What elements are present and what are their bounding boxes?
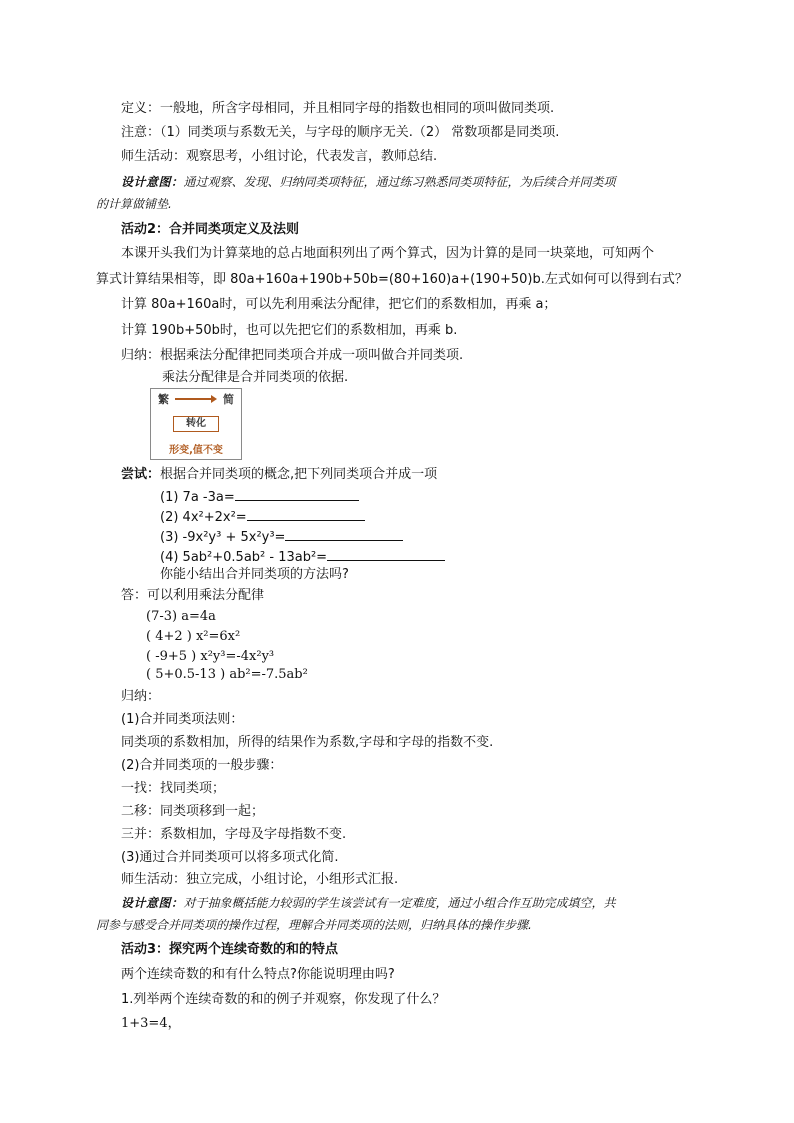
design-intent-2 xyxy=(121,894,616,913)
blank-line xyxy=(235,488,359,501)
step-3: 三并：系数相加，字母及字母指数不变. xyxy=(121,827,347,842)
blank-line xyxy=(285,528,403,541)
answer-1: (7-3) a=4a xyxy=(146,609,216,624)
summary-heading: 归纳： xyxy=(121,689,161,704)
paragraph-intro-cont: 算式计算结果相等，即 80a+160a+190b+50b=(80+160)a+(190+50)b.左式如何可以得到右式？ xyxy=(96,272,688,287)
step-1: 一找：找同类项； xyxy=(121,781,226,796)
exercise-4: (4) 5ab²+0.5ab² - 13ab²= xyxy=(160,548,445,567)
definition-text: 定义：一般地，所含字母相同，并且相同字母的指数也相同的项叫做同类项. xyxy=(121,101,555,116)
question-text: 你能小结出合并同类项的方法吗? xyxy=(160,567,349,582)
note-text: 注意：（1）同类项与系数无关，与字母的顺序无关.（2） 常数项都是同类项. xyxy=(121,125,560,140)
paragraph-intro: 本课开头我们为计算菜地的总占地面积列出了两个算式，因为计算的是同一块菜地，可知两个 xyxy=(121,246,655,261)
basis-text: 乘法分配律是合并同类项的依据. xyxy=(162,370,349,385)
try-line xyxy=(121,466,437,484)
exercise-2: (2) 4x²+2x²= xyxy=(160,508,365,527)
question-2: 1.列举两个连续奇数的和的例子并观察，你发现了什么？ xyxy=(121,992,446,1007)
exercise-1: (1) 7a -3a= xyxy=(160,488,359,507)
answer-2: ( 4+2 ) x²=6x² xyxy=(146,629,241,644)
activity-2-heading: 活动2：合并同类项定义及法则 xyxy=(121,222,300,237)
teacher-student-activity-2: 师生活动：独立完成，小组讨论，小组形式汇报. xyxy=(121,872,399,887)
summary-text: 归纳：根据乘法分配律把同类项合并成一项叫做合并同类项. xyxy=(121,348,464,363)
teacher-student-activity: 师生活动：观察思考，小组讨论，代表发言，教师总结. xyxy=(121,149,438,164)
try-label: 尝试： xyxy=(121,467,161,482)
design-intent-2-cont: 同参与感受合并同类项的操作过程，理解合并同类项的法则，归纳具体的操作步骤. xyxy=(96,918,532,932)
activity-3-heading: 活动3：探究两个连续奇数的和的特点 xyxy=(121,942,339,957)
design-text: 对于抽象概括能力较弱的学生该尝试有一定难度，通过小组合作互助完成填空，共 xyxy=(183,896,616,910)
transform-box: 转化 xyxy=(173,416,219,432)
question-1: 两个连续奇数的和有什么特点?你能说明理由吗? xyxy=(121,967,395,982)
blank-line xyxy=(327,548,445,561)
calc-a-text: 计算 80a+160a时，可以先利用乘法分配律，把它们的系数相加，再乘 a； xyxy=(121,297,557,312)
simple-label: 简 xyxy=(223,393,234,406)
design-text: 通过观察、发现、归纳同类项特征，通过练习熟悉同类项特征，为后续合并同类项 xyxy=(183,175,616,189)
design-label: 设计意图： xyxy=(121,175,184,189)
exercise-3: (3) -9x²y³ + 5x²y³= xyxy=(160,528,403,547)
transform-diagram xyxy=(150,388,242,460)
design-label: 设计意图： xyxy=(121,896,184,910)
answer-text: 答：可以利用乘法分配律 xyxy=(121,588,265,603)
design-intent-1-cont: 的计算做铺垫. xyxy=(96,197,172,211)
answer-3: ( -9+5 ) x²y³=-4x²y³ xyxy=(146,649,275,664)
rule-1-heading: (1)合并同类项法则： xyxy=(121,712,244,727)
rule-2-heading: (2)合并同类项的一般步骤： xyxy=(121,758,283,773)
rule-3-text: (3)通过合并同类项可以将多项式化简. xyxy=(121,850,339,865)
design-intent-1 xyxy=(121,173,616,192)
arrow-right-icon xyxy=(175,398,213,400)
rule-1-text: 同类项的系数相加，所得的结果作为系数,字母和字母的指数不变. xyxy=(121,735,494,750)
step-2: 二移：同类项移到一起； xyxy=(121,804,265,819)
example-sum: 1+3=4， xyxy=(121,1016,181,1031)
calc-b-text: 计算 190b+50b时，也可以先把它们的系数相加，再乘 b. xyxy=(121,323,458,338)
try-text: 根据合并同类项的概念,把下列同类项合并成一项 xyxy=(160,467,438,482)
answer-4: ( 5+0.5-13 ) ab²=-7.5ab² xyxy=(146,667,308,682)
complex-label: 繁 xyxy=(158,393,169,406)
transform-caption: 形变,值不变 xyxy=(169,445,223,456)
blank-line xyxy=(247,508,365,521)
